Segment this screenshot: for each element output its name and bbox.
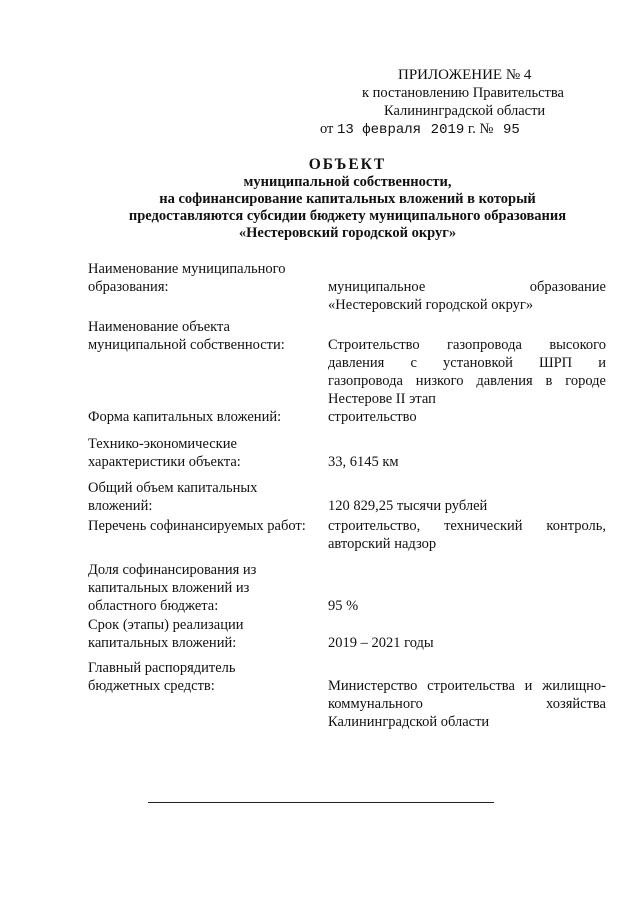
detail-value (328, 278, 606, 314)
label-line: Перечень софинансируемых работ: (88, 518, 306, 534)
label-line: Форма капитальных вложений: (88, 409, 282, 425)
detail-label (88, 517, 324, 535)
value-line: авторский надзор (328, 536, 437, 552)
detail-label (88, 616, 324, 652)
value-line: Калининградской области (328, 714, 490, 730)
detail-label (88, 659, 324, 695)
detail-label (88, 318, 324, 354)
date-suffix: г. № (467, 121, 494, 137)
heading-line-3: предоставляются субсидии бюджету муниципального образования (128, 208, 567, 224)
label-line: Технико-экономические (88, 436, 237, 452)
detail-value (328, 677, 606, 731)
document-heading (60, 156, 635, 242)
doc-number: 95 (502, 122, 520, 138)
label-line: Главный распорядитель (88, 660, 236, 676)
date-year: 2019 (430, 122, 465, 138)
value-line: Министерство строительства и жилищно- (328, 678, 606, 694)
detail-value (328, 336, 606, 408)
value-line: строительство, технический контроль, (328, 518, 606, 534)
label-line: Наименование муниципального (88, 261, 286, 277)
detail-value (328, 453, 606, 471)
detail-label (88, 479, 324, 515)
closing-divider (148, 802, 494, 803)
value-line: строительство (328, 409, 417, 425)
value-line: Строительство газопровода высокого (328, 337, 606, 353)
appendix-header (300, 66, 564, 139)
appendix-date-line (300, 120, 560, 139)
value-line: Нестерове II этап (328, 391, 436, 407)
label-line: Доля софинансирования из (88, 562, 257, 578)
date-prefix: от (320, 121, 334, 137)
value-line: «Нестеровский городской округ» (328, 297, 534, 313)
label-line: муниципальной собственности: (88, 337, 285, 353)
label-line: капитальных вложений из (88, 580, 250, 596)
label-line: бюджетных средств: (88, 678, 215, 694)
label-line: капитальных вложений: (88, 635, 237, 651)
detail-label (88, 260, 324, 296)
value-line: 33, 6145 км (328, 454, 399, 470)
appendix-decree-line: к постановлению Правительства (362, 85, 564, 101)
heading-line-4: «Нестеровский городской округ» (238, 225, 457, 241)
value-line: муниципальное образование (328, 279, 606, 295)
label-line: областного бюджета: (88, 598, 219, 614)
value-line: 2019 – 2021 годы (328, 635, 434, 651)
detail-value (328, 634, 606, 652)
detail-value (328, 597, 606, 615)
label-line: Срок (этапы) реализации (88, 617, 244, 633)
label-line: Наименование объекта (88, 319, 230, 335)
appendix-region-line: Калининградской области (384, 103, 546, 119)
appendix-title: ПРИЛОЖЕНИЕ № 4 (398, 67, 532, 83)
value-line: 95 % (328, 598, 359, 614)
detail-label (88, 561, 324, 615)
date-day: 13 февраля (337, 122, 422, 138)
detail-value (328, 408, 606, 426)
heading-line-2: на софинансирование капитальных вложений в который (159, 191, 536, 207)
label-line: характеристики объекта: (88, 454, 241, 470)
heading-main: ОБЪЕКТ (308, 156, 387, 173)
label-line: вложений: (88, 498, 153, 514)
detail-value (328, 517, 606, 553)
detail-value (328, 497, 606, 515)
value-line: давления с установкой ШРП и (328, 355, 606, 371)
label-line: Общий объем капитальных (88, 480, 258, 496)
value-line: газопровода низкого давления в городе (328, 373, 606, 389)
value-line: 120 829,25 тысячи рублей (328, 498, 488, 514)
heading-line-1: муниципальной собственности, (243, 174, 452, 190)
detail-label (88, 435, 324, 471)
detail-label (88, 408, 324, 426)
label-line: образования: (88, 279, 169, 295)
value-line: коммунального хозяйства (328, 696, 606, 712)
